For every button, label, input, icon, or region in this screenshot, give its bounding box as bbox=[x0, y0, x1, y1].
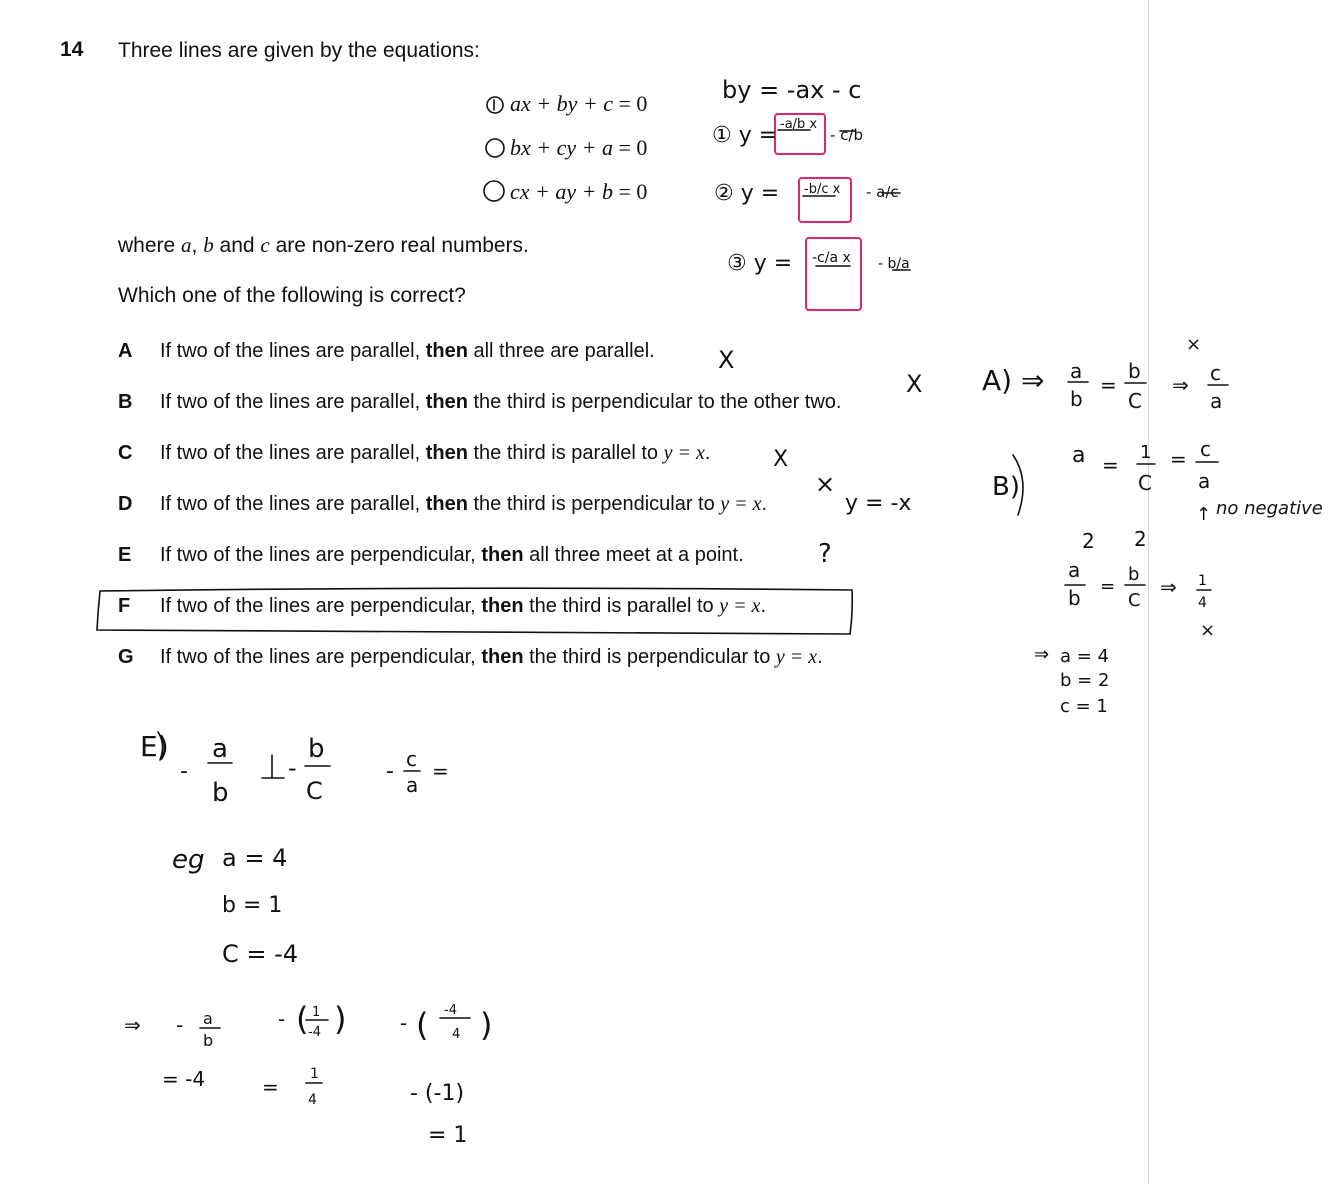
side-eg-b: b = 2 bbox=[1060, 670, 1110, 691]
where-statement: where a, b and c are non-zero real numbers. bbox=[118, 233, 529, 257]
svg-text:-4: -4 bbox=[444, 1003, 457, 1018]
perpendicular-symbol bbox=[262, 755, 284, 778]
work-eg-b: b = 1 bbox=[222, 893, 283, 918]
svg-text:c: c bbox=[406, 747, 417, 771]
svg-text:=: = bbox=[432, 759, 449, 783]
work-result-4: = 1 bbox=[428, 1123, 468, 1148]
marker-circle-1 bbox=[487, 97, 503, 113]
svg-text:⇒: ⇒ bbox=[1172, 373, 1189, 397]
svg-text:): ) bbox=[480, 1006, 493, 1044]
svg-text:4: 4 bbox=[1198, 595, 1207, 611]
svg-text:2: 2 bbox=[1134, 527, 1147, 551]
side-eg-a: a = 4 bbox=[1060, 646, 1110, 667]
option-c-letter: C bbox=[118, 442, 133, 464]
svg-text:4: 4 bbox=[308, 1092, 317, 1108]
mark-option-e: ? bbox=[818, 539, 832, 569]
mark-option-d: × bbox=[815, 470, 836, 498]
svg-text:b: b bbox=[1070, 387, 1083, 411]
svg-text:-: - bbox=[400, 1011, 408, 1035]
svg-text:=: = bbox=[1170, 447, 1187, 471]
annot-intercept1: - c/b bbox=[830, 126, 864, 144]
option-g-text: If two of the lines are perpendicular, then the third is perpendicular to y = x. bbox=[160, 646, 823, 668]
svg-text:1: 1 bbox=[310, 1066, 319, 1082]
svg-text:-: - bbox=[278, 1007, 286, 1031]
svg-text:-: - bbox=[386, 759, 394, 784]
option-e-letter: E bbox=[118, 544, 132, 566]
annot-slope1: -a/b x bbox=[780, 117, 818, 132]
work-result-1: = -4 bbox=[162, 1067, 206, 1091]
equation-2: bx + cy + a = 0 bbox=[510, 135, 648, 160]
svg-text:a: a bbox=[1072, 443, 1086, 468]
option-f-text: If two of the lines are perpendicular, then the third is parallel to y = x. bbox=[160, 595, 766, 617]
svg-text:a: a bbox=[212, 734, 228, 764]
marker-circle-3 bbox=[484, 181, 504, 201]
option-a-text: If two of the lines are parallel, then all three are parallel. bbox=[160, 340, 655, 362]
svg-text:↑: ↑ bbox=[1196, 504, 1212, 525]
work-eg-c: C = -4 bbox=[222, 940, 299, 968]
mark-option-c: X bbox=[773, 447, 789, 472]
svg-text:b: b bbox=[1068, 586, 1081, 610]
svg-text:b: b bbox=[308, 734, 325, 764]
svg-text:⇒: ⇒ bbox=[1160, 575, 1177, 599]
side-a-label: A) ⇒ bbox=[982, 364, 1045, 397]
svg-text:): ) bbox=[334, 1000, 347, 1038]
option-d-text: If two of the lines are parallel, then the third is perpendicular to y = x. bbox=[160, 493, 768, 515]
svg-text:=: = bbox=[262, 1075, 279, 1099]
annot-line1-label: ① y = bbox=[712, 123, 778, 148]
option-b-text: If two of the lines are parallel, then the third is perpendicular to the other two. bbox=[160, 391, 842, 413]
option-e-text: If two of the lines are perpendicular, then all three meet at a point. bbox=[160, 544, 744, 566]
svg-text:C: C bbox=[1138, 471, 1152, 495]
option-d-letter: D bbox=[118, 493, 133, 515]
question-ask: Which one of the following is correct? bbox=[118, 284, 466, 307]
svg-text:1: 1 bbox=[1198, 573, 1207, 589]
annot-slope3: -c/a x bbox=[812, 250, 851, 266]
marker-circle-2 bbox=[486, 139, 504, 157]
svg-text:=: = bbox=[1100, 576, 1116, 597]
svg-text:a: a bbox=[406, 773, 419, 797]
option-c-text: If two of the lines are parallel, then the third is parallel to y = x. bbox=[160, 442, 711, 464]
svg-text:a: a bbox=[1210, 389, 1223, 413]
svg-text:a: a bbox=[1068, 558, 1081, 582]
annot-intercept3: - b/a bbox=[878, 256, 910, 272]
annot-rearranged: by = -ax - c bbox=[722, 76, 862, 104]
svg-text:b: b bbox=[212, 778, 229, 808]
svg-text:c: c bbox=[1200, 437, 1211, 461]
option-g-letter: G bbox=[118, 646, 134, 668]
svg-text:1: 1 bbox=[1140, 442, 1152, 463]
note-option-d: y = -x bbox=[845, 491, 912, 516]
side-b-label: B) bbox=[992, 472, 1020, 502]
annot-intercept2: - a/c bbox=[866, 183, 899, 201]
svg-text:-: - bbox=[288, 754, 297, 782]
work-eg: eg bbox=[172, 845, 205, 875]
svg-text:C: C bbox=[306, 777, 323, 805]
equation-3: cx + ay + b = 0 bbox=[510, 179, 648, 204]
svg-text:1: 1 bbox=[312, 1005, 321, 1020]
side-A-bars bbox=[1068, 382, 1228, 385]
svg-text:b: b bbox=[1128, 359, 1141, 383]
annot-slope2: -b/c x bbox=[804, 182, 841, 197]
equation-1: ax + by + c = 0 bbox=[510, 91, 648, 116]
option-f-letter: F bbox=[118, 595, 131, 617]
svg-text:(: ( bbox=[296, 1000, 309, 1038]
work-result-3: - (-1) bbox=[410, 1081, 465, 1106]
svg-text:C: C bbox=[1128, 389, 1142, 413]
svg-text:2: 2 bbox=[1082, 529, 1095, 553]
mark-option-a: X bbox=[718, 346, 735, 374]
svg-text:-4: -4 bbox=[308, 1025, 321, 1040]
svg-text:=: = bbox=[1100, 373, 1117, 397]
question-number: 14 bbox=[60, 38, 84, 61]
svg-text:b: b bbox=[203, 1031, 214, 1050]
work-e-label: E) bbox=[140, 730, 169, 763]
svg-text:-: - bbox=[180, 759, 188, 784]
slope3-highlight bbox=[806, 238, 861, 310]
work-eg-a: a = 4 bbox=[222, 844, 288, 872]
svg-text:×: × bbox=[1200, 620, 1216, 641]
svg-text:a: a bbox=[1070, 359, 1083, 383]
question-prompt: Three lines are given by the equations: bbox=[118, 39, 480, 62]
annot-line2-label: ② y = bbox=[714, 181, 780, 206]
svg-text:×: × bbox=[1186, 334, 1202, 355]
svg-text:a: a bbox=[203, 1009, 213, 1028]
svg-text:⇒: ⇒ bbox=[124, 1013, 141, 1037]
svg-text:=: = bbox=[1102, 453, 1119, 477]
svg-text:-: - bbox=[176, 1013, 184, 1037]
side-no-negative: no negative bbox=[1216, 498, 1323, 519]
option-b-letter: B bbox=[118, 391, 133, 413]
svg-text:b: b bbox=[1128, 564, 1140, 585]
svg-text:c: c bbox=[1210, 361, 1221, 385]
svg-text:4: 4 bbox=[452, 1027, 461, 1042]
mark-option-b: X bbox=[906, 370, 923, 398]
svg-text:(: ( bbox=[416, 1006, 429, 1044]
side-eg-c: c = 1 bbox=[1060, 696, 1108, 717]
svg-text:a: a bbox=[1198, 469, 1211, 493]
option-f-circled-box bbox=[97, 588, 852, 634]
option-a-letter: A bbox=[118, 340, 133, 362]
svg-text:⇒: ⇒ bbox=[1034, 644, 1050, 665]
annot-line3-label: ③ y = bbox=[727, 251, 793, 276]
svg-text:C: C bbox=[1128, 590, 1141, 611]
